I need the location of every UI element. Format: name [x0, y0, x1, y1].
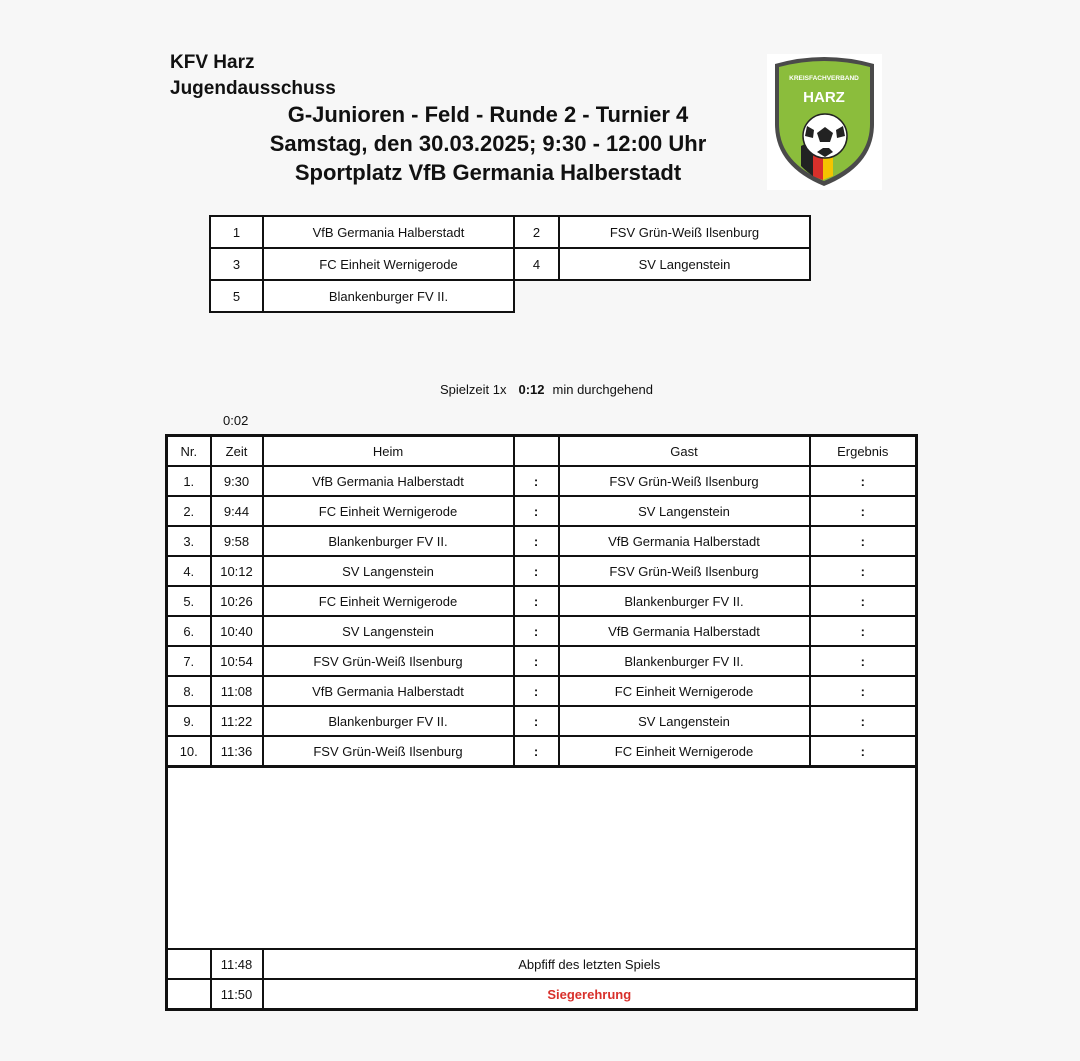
team-number: 3: [210, 248, 263, 280]
match-time: 9:44: [211, 496, 263, 526]
match-time: 10:40: [211, 616, 263, 646]
schedule-table: [165, 434, 918, 1011]
game-duration-prefix: Spielzeit 1x: [440, 382, 507, 397]
home-team: SV Langenstein: [263, 616, 514, 646]
match-time: 11:08: [211, 676, 263, 706]
match-row: [167, 556, 917, 586]
match-row: [167, 466, 917, 496]
home-team: VfB Germania Halberstadt: [263, 466, 514, 496]
away-team: SV Langenstein: [559, 706, 810, 736]
footer-row: [167, 949, 917, 979]
match-number: 5.: [167, 586, 211, 616]
match-number: 4.: [167, 556, 211, 586]
footer-text: Abpfiff des letzten Spiels: [263, 949, 917, 979]
team-number: 2: [514, 216, 559, 248]
team-name: Blankenburger FV II.: [263, 280, 514, 312]
match-time: 10:12: [211, 556, 263, 586]
match-row: [167, 736, 917, 767]
header-heim: Heim: [263, 436, 514, 467]
match-time: 10:54: [211, 646, 263, 676]
teams-row: [210, 248, 810, 280]
home-team: VfB Germania Halberstadt: [263, 676, 514, 706]
footer-empty: [167, 979, 211, 1010]
match-row: [167, 706, 917, 736]
match-row: [167, 496, 917, 526]
match-result: :: [810, 736, 917, 767]
match-time: 10:26: [211, 586, 263, 616]
match-row: [167, 526, 917, 556]
match-row: [167, 676, 917, 706]
teams-row: [210, 216, 810, 248]
team-name: FC Einheit Wernigerode: [263, 248, 514, 280]
match-separator: :: [514, 586, 559, 616]
match-number: 9.: [167, 706, 211, 736]
team-number: 1: [210, 216, 263, 248]
footer-time: 11:50: [211, 979, 263, 1010]
match-separator: :: [514, 736, 559, 767]
match-separator: :: [514, 676, 559, 706]
match-separator: :: [514, 526, 559, 556]
team-name: SV Langenstein: [559, 248, 810, 280]
away-team: VfB Germania Halberstadt: [559, 526, 810, 556]
match-row: [167, 616, 917, 646]
away-team: FC Einheit Wernigerode: [559, 736, 810, 767]
home-team: FSV Grün-Weiß Ilsenburg: [263, 736, 514, 767]
pause-duration: 0:02: [223, 413, 249, 428]
match-time: 11:36: [211, 736, 263, 767]
team-number: 5: [210, 280, 263, 312]
match-separator: :: [514, 616, 559, 646]
match-separator: :: [514, 646, 559, 676]
home-team: FC Einheit Wernigerode: [263, 586, 514, 616]
org-committee: Jugendausschuss: [170, 78, 336, 99]
match-number: 8.: [167, 676, 211, 706]
game-duration-suffix: min durchgehend: [552, 382, 653, 397]
empty-cell: [559, 280, 810, 312]
header-ergebnis: Ergebnis: [810, 436, 917, 467]
tournament-date: Samstag, den 30.03.2025; 9:30 - 12:00 Uhr: [269, 131, 707, 156]
away-team: Blankenburger FV II.: [559, 646, 810, 676]
away-team: Blankenburger FV II.: [559, 586, 810, 616]
match-result: :: [810, 526, 917, 556]
match-number: 3.: [167, 526, 211, 556]
team-number: 4: [514, 248, 559, 280]
empty-cell: [514, 280, 559, 312]
home-team: FC Einheit Wernigerode: [263, 496, 514, 526]
match-result: :: [810, 556, 917, 586]
away-team: FSV Grün-Weiß Ilsenburg: [559, 556, 810, 586]
header-gast: Gast: [559, 436, 810, 467]
away-team: SV Langenstein: [559, 496, 810, 526]
match-result: :: [810, 706, 917, 736]
home-team: FSV Grün-Weiß Ilsenburg: [263, 646, 514, 676]
logo-harz-text: HARZ: [803, 89, 845, 106]
schedule-header-row: [167, 436, 917, 467]
tournament-venue: Sportplatz VfB Germania Halberstadt: [294, 160, 682, 185]
home-team: Blankenburger FV II.: [263, 526, 514, 556]
away-team: FSV Grün-Weiß Ilsenburg: [559, 466, 810, 496]
match-number: 1.: [167, 466, 211, 496]
teams-table: [209, 215, 811, 313]
match-time: 9:30: [211, 466, 263, 496]
match-separator: :: [514, 496, 559, 526]
home-team: SV Langenstein: [263, 556, 514, 586]
match-separator: :: [514, 556, 559, 586]
match-result: :: [810, 646, 917, 676]
match-time: 11:22: [211, 706, 263, 736]
match-time: 9:58: [211, 526, 263, 556]
match-row: [167, 646, 917, 676]
match-result: :: [810, 676, 917, 706]
match-result: :: [810, 496, 917, 526]
away-team: FC Einheit Wernigerode: [559, 676, 810, 706]
header-zeit: Zeit: [211, 436, 263, 467]
match-number: 7.: [167, 646, 211, 676]
home-team: Blankenburger FV II.: [263, 706, 514, 736]
team-name: FSV Grün-Weiß Ilsenburg: [559, 216, 810, 248]
away-team: VfB Germania Halberstadt: [559, 616, 810, 646]
kfv-harz-logo: [767, 54, 882, 190]
match-result: :: [810, 586, 917, 616]
game-duration: [440, 382, 653, 397]
footer-time: 11:48: [211, 949, 263, 979]
game-duration-value: 0:12: [518, 382, 545, 397]
footer-row: [167, 979, 917, 1010]
match-number: 2.: [167, 496, 211, 526]
match-result: :: [810, 466, 917, 496]
org-name: KFV Harz: [170, 52, 255, 73]
team-name: VfB Germania Halberstadt: [263, 216, 514, 248]
tournament-title: G-Junioren - Feld - Runde 2 - Turnier 4: [287, 102, 689, 127]
match-separator: :: [514, 706, 559, 736]
match-separator: :: [514, 466, 559, 496]
header-nr: Nr.: [167, 436, 211, 467]
logo-federation-text: KREISFACHVERBAND: [789, 75, 859, 82]
match-result: :: [810, 616, 917, 646]
match-number: 10.: [167, 736, 211, 767]
footer-text: Siegerehrung: [263, 979, 917, 1010]
footer-empty: [167, 949, 211, 979]
blank-area: [167, 767, 917, 950]
match-number: 6.: [167, 616, 211, 646]
header-sep: [514, 436, 559, 467]
match-row: [167, 586, 917, 616]
blank-area-row: [167, 767, 917, 950]
teams-row: [210, 280, 810, 312]
